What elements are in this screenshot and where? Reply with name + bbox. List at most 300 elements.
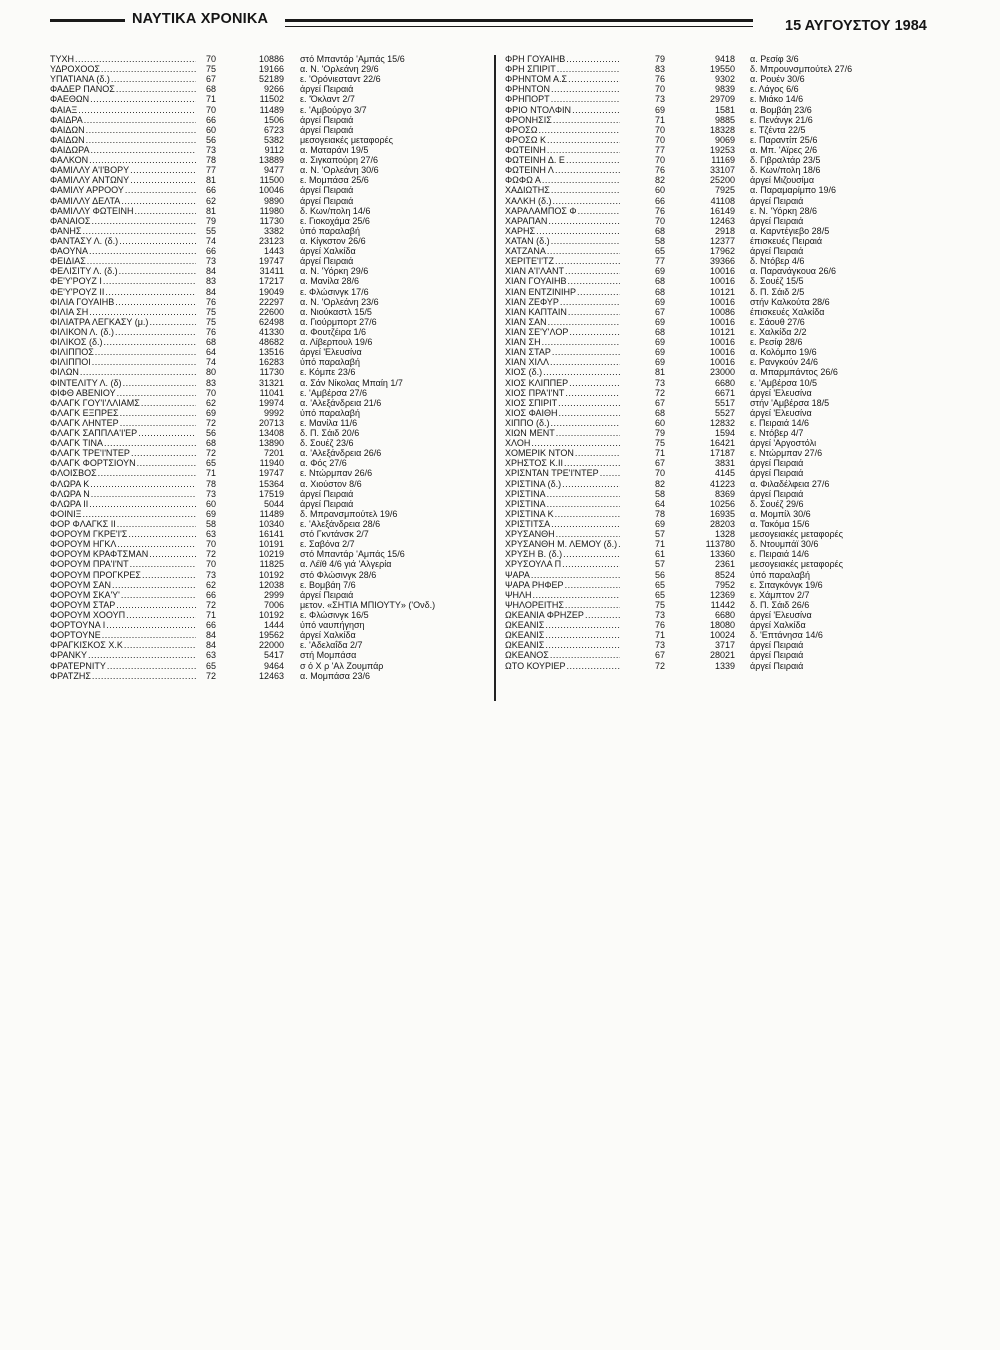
ship-position: άργεί Πειραιά: [750, 458, 804, 469]
ship-name: ΦΑΙΔΩΝ .....: [50, 135, 196, 145]
ship-row: [505, 640, 945, 650]
ship-name: ΦΙΛΩΝ .....: [50, 367, 196, 377]
ship-name: ΧΡΙΣΝΤΑΝ ΤΡΕ'Ι'ΝΤΕΡ .....: [505, 468, 620, 478]
build-year: 77: [655, 256, 677, 266]
ship-position: α. Ν. 'Ορλεάνη 30/6: [300, 165, 379, 176]
ship-name: ΦΕΙΔΙΑΣ .....: [50, 256, 196, 266]
ship-row: [505, 661, 945, 671]
ship-row: [50, 509, 490, 519]
ship-position: ε. 'Αμβούργο 3/7: [300, 104, 367, 115]
gross-tonnage: 19550: [709, 64, 735, 75]
gross-tonnage: 10016: [709, 347, 735, 358]
ship-name: ΦΟΡΟΥΜ ΧΟΟΥΠ .....: [50, 610, 196, 620]
ship-row: [50, 155, 490, 165]
ship-name: ΦΟΡΟΥΜ ΠΡΑ'Ι'ΝΤ .....: [50, 559, 196, 569]
build-year: 55: [206, 226, 228, 236]
build-year: 70: [655, 155, 677, 165]
ship-row: [50, 185, 490, 195]
ship-name: ΩΚΕΑΝΙΣ .....: [505, 640, 620, 650]
build-year: 68: [206, 84, 228, 94]
gross-tonnage: 3717: [714, 640, 735, 651]
ship-position: άργεί Χαλκίδα: [750, 620, 806, 631]
ship-name: ΦΛΑΓΚ ΤΙΝΑ .....: [50, 438, 196, 448]
gross-tonnage: 1328: [714, 529, 735, 540]
build-year: 79: [206, 216, 228, 226]
gross-tonnage: 11489: [259, 508, 284, 519]
gross-tonnage: 10340: [258, 519, 284, 530]
ship-position: ε. Μιάκο 14/6: [750, 94, 804, 105]
ship-position: σ ό Χ ρ 'Αλ Ζουμπάρ: [300, 660, 384, 671]
build-year: 68: [655, 327, 677, 337]
ship-row: [50, 418, 490, 428]
ship-name: ΧΙΠΠΟ (δ.) .....: [505, 418, 620, 428]
ship-name: ΦΟΡ ΦΛΑΓΚΣ ΙΙ .....: [50, 519, 196, 529]
gross-tonnage: 9112: [264, 144, 284, 155]
ship-name: ΧΑΤΑΝ (δ.) .....: [505, 236, 620, 246]
build-year: 61: [655, 549, 677, 559]
ship-position: άργεί 'Ελευσίνα: [750, 407, 812, 418]
ship-name: ΦΑΜΙΛΛΥ ΑΝΤΩΝΥ .....: [50, 175, 196, 185]
build-year: 60: [655, 418, 677, 428]
ship-row: [505, 216, 945, 226]
build-year: 70: [206, 559, 228, 569]
gross-tonnage: 39366: [709, 256, 735, 267]
gross-tonnage: 10016: [709, 296, 735, 307]
gross-tonnage: 1581: [714, 104, 735, 115]
build-year: 72: [206, 448, 228, 458]
ship-position: άργεί Πειραιά: [300, 488, 354, 499]
build-year: 73: [655, 94, 677, 104]
build-year: 70: [206, 539, 228, 549]
ship-position: α. Χιούστον 8/6: [300, 478, 362, 489]
build-year: 65: [655, 590, 677, 600]
ship-row: [505, 185, 945, 195]
gross-tonnage: 1594: [714, 428, 735, 439]
ship-row: [50, 559, 490, 569]
gross-tonnage: 28021: [709, 650, 735, 661]
ship-position: α. Ν. 'Ορλεάνη 23/6: [300, 296, 379, 307]
build-year: 69: [655, 317, 677, 327]
ship-row: [505, 64, 945, 74]
masthead: [0, 0, 1000, 44]
build-year: 70: [655, 135, 677, 145]
ship-position: α. Γιούρμπορτ 27/6: [300, 316, 377, 327]
gross-tonnage: 4145: [714, 468, 735, 479]
ship-name: ΦΡΑΤΖΗΣ .....: [50, 671, 196, 681]
ship-name: ΧΡΙΣΤΙΝΑ .....: [505, 499, 620, 509]
ship-name: ΧΡΙΣΤΙΝΑ (δ.) .....: [505, 479, 620, 489]
build-year: 76: [206, 297, 228, 307]
ship-position: ε. Ν. 'Υόρκη 28/6: [750, 205, 818, 216]
ship-name: ΧΑΡΑΠΑΝ .....: [505, 216, 620, 226]
build-year: 69: [206, 509, 228, 519]
ship-name: ΧΙΑΝ ΓΟΥΑΙΗΒ .....: [505, 276, 620, 286]
ship-row: [505, 145, 945, 155]
ship-position: μεσογειακές μεταφορές: [750, 529, 843, 540]
ship-row: [505, 428, 945, 438]
ship-row: [505, 165, 945, 175]
gross-tonnage: 10024: [709, 630, 735, 641]
ship-name: ΥΔΡΟΧΟΟΣ .....: [50, 64, 196, 74]
ship-position: δ. 'Επτάνησα 14/6: [750, 630, 823, 641]
ship-row: [505, 246, 945, 256]
ship-name: ΦΛΩΡΑ Ν .....: [50, 489, 196, 499]
build-year: 79: [655, 428, 677, 438]
build-year: 72: [206, 549, 228, 559]
ship-position: έπισκευές Χαλκίδα: [750, 306, 825, 317]
ship-row: [50, 236, 490, 246]
build-year: 71: [206, 610, 228, 620]
ship-row: [505, 357, 945, 367]
ship-position: στή Μομπάσα: [300, 650, 357, 661]
build-year: 60: [206, 125, 228, 135]
gross-tonnage: 9069: [714, 134, 735, 145]
ship-row: [505, 74, 945, 84]
ship-row: [505, 327, 945, 337]
build-year: 73: [206, 489, 228, 499]
ship-position: ε. 'Όκλαντ 2/7: [300, 94, 355, 105]
ship-row: [50, 175, 490, 185]
ship-row: [505, 125, 945, 135]
ship-row: [505, 307, 945, 317]
ship-row: [50, 266, 490, 276]
build-year: 81: [206, 175, 228, 185]
build-year: 71: [655, 630, 677, 640]
ship-name: ΧΟΜΕΡΙΚ ΝΤΟΝ .....: [505, 448, 620, 458]
build-year: 77: [655, 145, 677, 155]
ship-row: [50, 276, 490, 286]
build-year: 69: [655, 347, 677, 357]
ship-row: [50, 378, 490, 388]
ship-position: άργεί Πειραιά: [300, 256, 354, 267]
ship-row: [505, 489, 945, 499]
ship-position: ε. Σιταγκόνγκ 19/6: [750, 579, 823, 590]
build-year: 68: [655, 287, 677, 297]
ship-row: [505, 105, 945, 115]
ship-position: στό Μπαντάρ 'Αμπάς 15/6: [300, 549, 405, 560]
ship-position: άργεί Πειραιά: [300, 114, 354, 125]
ship-row: [50, 468, 490, 478]
gross-tonnage: 22000: [258, 640, 284, 651]
build-year: 65: [206, 661, 228, 671]
build-year: 69: [655, 519, 677, 529]
ship-name: ΦΑΝΑΙΟΣ .....: [50, 216, 196, 226]
ship-row: [50, 256, 490, 266]
ship-position: ε. Φλώσινγκ 16/5: [300, 610, 369, 621]
ship-position: μετον. «ΣΗΤΙΑ ΜΠΙΟΥΤΥ» ('Ονδ.): [300, 599, 436, 610]
ship-name: ΦΡΗΝΤΟΜ Α.Σ .....: [505, 74, 620, 84]
build-year: 70: [655, 216, 677, 226]
ship-name: ΧΑΤΖΑΝΑ .....: [505, 246, 620, 256]
ship-name: ΧΡΗΣΤΟΣ Κ.ΙΙ .....: [505, 458, 620, 468]
ship-position: α. Τακόμα 15/6: [750, 519, 810, 530]
ship-name: ΩΚΕΑΝΙΣ .....: [505, 630, 620, 640]
ship-row: [50, 64, 490, 74]
build-year: 74: [206, 236, 228, 246]
build-year: 82: [655, 479, 677, 489]
build-year: 56: [206, 428, 228, 438]
ship-name: ΦΛΩΡΑ Κ .....: [50, 479, 196, 489]
ship-name: ΩΚΕΑΝΙΣ .....: [505, 620, 620, 630]
ship-name: ΧΑΔΙΩΤΗΣ .....: [505, 185, 620, 195]
ship-name: ΦΟΡΟΥΜ ΣΚΑ'Υ' .....: [50, 590, 196, 600]
ship-position: ύπό ναυπήγηση: [300, 620, 365, 631]
ship-row: [505, 519, 945, 529]
gross-tonnage: 11730: [259, 367, 284, 378]
build-year: 75: [206, 317, 228, 327]
ship-position: α. Φουτζέιρα 1/6: [300, 326, 367, 337]
build-year: 75: [206, 64, 228, 74]
build-year: 81: [206, 206, 228, 216]
ship-name: ΦΡΟΣΩ Κ .....: [505, 135, 620, 145]
gross-tonnage: 48682: [258, 337, 284, 348]
build-year: 58: [206, 519, 228, 529]
ship-name: ΦΟΡΟΥΜ ΚΡΑΦΤΣΜΑΝ .....: [50, 549, 196, 559]
ship-position: α. Καρντέγιεβο 28/5: [750, 225, 830, 236]
ship-row: [50, 671, 490, 681]
build-year: 71: [655, 539, 677, 549]
gross-tonnage: 17519: [258, 488, 284, 499]
ship-row: [50, 287, 490, 297]
ship-name: ΦΙΝΤΕΛΙΤΥ Λ. (δ) .....: [50, 378, 196, 388]
gross-tonnage: 10192: [258, 569, 284, 580]
ship-row: [505, 226, 945, 236]
ship-row: [505, 590, 945, 600]
ship-position: α. Λίβερπουλ 19/6: [300, 337, 373, 348]
build-year: 68: [206, 337, 228, 347]
ship-list-column-right: [505, 54, 945, 671]
gross-tonnage: 5417: [263, 650, 284, 661]
ship-position: στό Γκντάνσκ 2/7: [300, 529, 369, 540]
ship-name: ΦΛΑΓΚ ΓΟΥ'Ι'ΛΛΙΑΜΣ .....: [50, 398, 196, 408]
gross-tonnage: 11980: [259, 205, 284, 216]
ship-row: [50, 135, 490, 145]
gross-tonnage: 19253: [709, 144, 735, 155]
build-year: 71: [206, 468, 228, 478]
ship-row: [50, 570, 490, 580]
ship-position: δ. Μπρανσμπούτελ 19/6: [300, 508, 398, 519]
ship-name: ΦΟΡΤΟΥΝΕ .....: [50, 630, 196, 640]
ship-row: [50, 640, 490, 650]
build-year: 72: [655, 388, 677, 398]
ship-name: ΦΡΑΝΚΥ .....: [50, 650, 196, 660]
gross-tonnage: 22297: [258, 296, 284, 307]
ship-position: έπισκευές Πειραιά: [750, 235, 823, 246]
build-year: 75: [655, 600, 677, 610]
ship-name: ΦΛΑΓΚ ΦΟΡΤΣΙΟΥΝ .....: [50, 458, 196, 468]
ship-name: ΨΗΛΟΡΕΙΤΗΣ .....: [505, 600, 620, 610]
ship-row: [50, 196, 490, 206]
ship-row: [50, 105, 490, 115]
ship-name: ΦΟΡΟΥΜ ΠΡΟΓΚΡΕΣ .....: [50, 570, 196, 580]
ship-row: [505, 287, 945, 297]
ship-row: [50, 206, 490, 216]
ship-name: ΧΙΟΣ ΚΛΙΠΠΕΡ .....: [505, 378, 620, 388]
ship-name: ΦΩΤΕΙΝΗ Λ .....: [505, 165, 620, 175]
ship-row: [505, 378, 945, 388]
ship-name: ΦΙΛΙΑΤΡΑ ΛΕΓΚΑΣΥ (μ.) .....: [50, 317, 196, 327]
ship-name: ΧΛΟΗ .....: [505, 438, 620, 448]
ship-row: [50, 580, 490, 590]
ship-name: ΦΕ'Υ'ΡΟΥΖ ΙΙ .....: [50, 287, 196, 297]
ship-name: ΧΡΙΣΤΙΤΣΑ .....: [505, 519, 620, 529]
gross-tonnage: 11730: [259, 215, 284, 226]
build-year: 84: [206, 640, 228, 650]
gross-tonnage: 18328: [709, 124, 735, 135]
ship-position: ε. Φλώσινγκ 17/6: [300, 286, 369, 297]
ship-row: [505, 297, 945, 307]
gross-tonnage: 17217: [258, 276, 284, 287]
ship-position: άργεί 'Ελευσίνα: [750, 610, 812, 621]
ship-name: ΧΡΥΣΟΥΛΑ Π .....: [505, 559, 620, 569]
ship-name: ΦΡΑΓΚΙΣΚΟΣ Χ.Κ .....: [50, 640, 196, 650]
ship-position: δ. Σουέζ 29/6: [750, 498, 804, 509]
build-year: 70: [206, 105, 228, 115]
gross-tonnage: 11502: [259, 94, 284, 105]
ship-name: ΦΡΙΟ ΝΤΟΛΦΙΝ .....: [505, 105, 620, 115]
build-year: 71: [206, 94, 228, 104]
ship-name: ΧΑΡΑΛΑΜΠΟΣ Φ .....: [505, 206, 620, 216]
ship-row: [505, 610, 945, 620]
gross-tonnage: 9839: [714, 84, 735, 95]
ship-list-column-left: [50, 54, 490, 681]
build-year: 70: [655, 84, 677, 94]
gross-tonnage: 3382: [263, 225, 284, 236]
build-year: 66: [206, 620, 228, 630]
gross-tonnage: 10219: [258, 549, 284, 560]
ship-row: [50, 630, 490, 640]
ship-position: δ. Ντουμπάϊ 30/6: [750, 539, 819, 550]
ship-row: [505, 438, 945, 448]
ship-position: ε. 'Αλεξάνδρεια 28/6: [300, 519, 381, 530]
ship-name: ΦΟΡΟΥΜ ΓΚΡΕ'Ι'Σ .....: [50, 529, 196, 539]
gross-tonnage: 19166: [258, 64, 284, 75]
ship-position: ε. Πειραιά 14/6: [750, 417, 810, 428]
build-year: 64: [655, 499, 677, 509]
ship-row: [505, 458, 945, 468]
gross-tonnage: 31321: [258, 377, 284, 388]
build-year: 76: [655, 620, 677, 630]
ship-row: [505, 479, 945, 489]
ship-position: δ. Κων/πολη 18/6: [750, 165, 821, 176]
ship-row: [505, 509, 945, 519]
build-year: 76: [655, 206, 677, 216]
ship-name: ΥΠΑΤΙΑΝΑ (δ.) .....: [50, 74, 196, 84]
ship-position: άργεί Πειραιά: [300, 84, 354, 95]
build-year: 62: [206, 580, 228, 590]
ship-position: άργεί Μιζουσίμα: [750, 175, 815, 186]
ship-position: α. Μομπίλ 30/6: [750, 508, 811, 519]
gross-tonnage: 19974: [258, 397, 284, 408]
build-year: 80: [206, 367, 228, 377]
build-year: 71: [655, 448, 677, 458]
ship-position: άργεί Χαλκίδα: [300, 630, 356, 641]
ship-position: άργεί Πειραιά: [300, 124, 354, 135]
ship-position: ε. 'Αμβέρσα 27/6: [300, 387, 368, 398]
ship-position: ε. Ντώρμπαν 26/6: [300, 468, 373, 479]
gross-tonnage: 7925: [714, 185, 735, 196]
build-year: 70: [206, 54, 228, 64]
gross-tonnage: 6723: [263, 124, 284, 135]
gross-tonnage: 11825: [259, 559, 284, 570]
ship-position: ε. Χαλκίδα 2/2: [750, 326, 807, 337]
gross-tonnage: 12463: [709, 215, 735, 226]
ship-position: ε. Παραντίπ 25/6: [750, 134, 818, 145]
ship-row: [50, 398, 490, 408]
gross-tonnage: 12369: [709, 589, 735, 600]
ship-row: [505, 206, 945, 216]
ship-name: ΩΤΟ ΚΟΥΡΙΕΡ .....: [505, 661, 620, 671]
build-year: 75: [206, 307, 228, 317]
build-year: 60: [206, 499, 228, 509]
ship-position: α. Μπ. 'Αϊρες 2/6: [750, 144, 818, 155]
gross-tonnage: 10121: [709, 286, 735, 297]
gross-tonnage: 62498: [258, 316, 284, 327]
masthead-rule-center-lower: [285, 26, 753, 27]
ship-row: [50, 549, 490, 559]
ship-name: ΧΙΑΝ ΣΗ .....: [505, 337, 620, 347]
ship-row: [505, 317, 945, 327]
gross-tonnage: 5044: [263, 498, 284, 509]
ship-name: ΧΙΟΣ ΠΡΑ'Ι'ΝΤ .....: [505, 388, 620, 398]
build-year: 69: [655, 105, 677, 115]
ship-position: α. Ν. 'Υόρκη 29/6: [300, 266, 369, 277]
ship-row: [50, 125, 490, 135]
ship-name: ΦΡΑΤΕΡΝΙΤΥ .....: [50, 661, 196, 671]
build-year: 78: [655, 509, 677, 519]
build-year: 72: [206, 600, 228, 610]
ship-row: [50, 297, 490, 307]
build-year: 69: [655, 337, 677, 347]
ship-name: ΦΑΜΙΛΛΥ ΔΕΛΤΑ .....: [50, 196, 196, 206]
ship-row: [505, 408, 945, 418]
gross-tonnage: 16141: [258, 529, 284, 540]
ship-position: άργεί 'Ελευσίνα: [750, 387, 812, 398]
ship-row: [50, 529, 490, 539]
build-year: 58: [655, 236, 677, 246]
build-year: 73: [655, 378, 677, 388]
ship-row: [50, 479, 490, 489]
ship-name: ΦΑΜΙΛΥ ΑΡΡΟΟΥ .....: [50, 185, 196, 195]
ship-row: [50, 94, 490, 104]
ship-name: ΤΥΧΗ .....: [50, 54, 196, 64]
build-year: 68: [655, 226, 677, 236]
build-year: 69: [655, 266, 677, 276]
ship-position: άργεί Πειραιά: [750, 488, 804, 499]
ship-row: [505, 84, 945, 94]
ship-name: ΦΑΛΚΟΝ .....: [50, 155, 196, 165]
ship-position: α. Παραμαρίμπο 19/6: [750, 185, 837, 196]
ship-row: [505, 276, 945, 286]
ship-position: άργεί Πειραιά: [750, 468, 804, 479]
build-year: 63: [206, 650, 228, 660]
gross-tonnage: 15364: [258, 478, 284, 489]
gross-tonnage: 2918: [714, 225, 735, 236]
ship-position: στήν Καλκούτα 28/6: [750, 296, 830, 307]
ship-name: ΧΡΥΣΗ Β. (δ.) .....: [505, 549, 620, 559]
ship-row: [505, 620, 945, 630]
ship-row: [50, 539, 490, 549]
build-year: 67: [655, 307, 677, 317]
build-year: 68: [206, 438, 228, 448]
ship-position: μεσογειακές μεταφορές: [750, 559, 843, 570]
ship-position: α. Ματαράνι 19/5: [300, 144, 369, 155]
ship-position: ύπό παραλαβή: [750, 569, 810, 580]
gross-tonnage: 16283: [258, 357, 284, 368]
build-year: 76: [655, 74, 677, 84]
ship-row: [50, 600, 490, 610]
ship-row: [50, 347, 490, 357]
